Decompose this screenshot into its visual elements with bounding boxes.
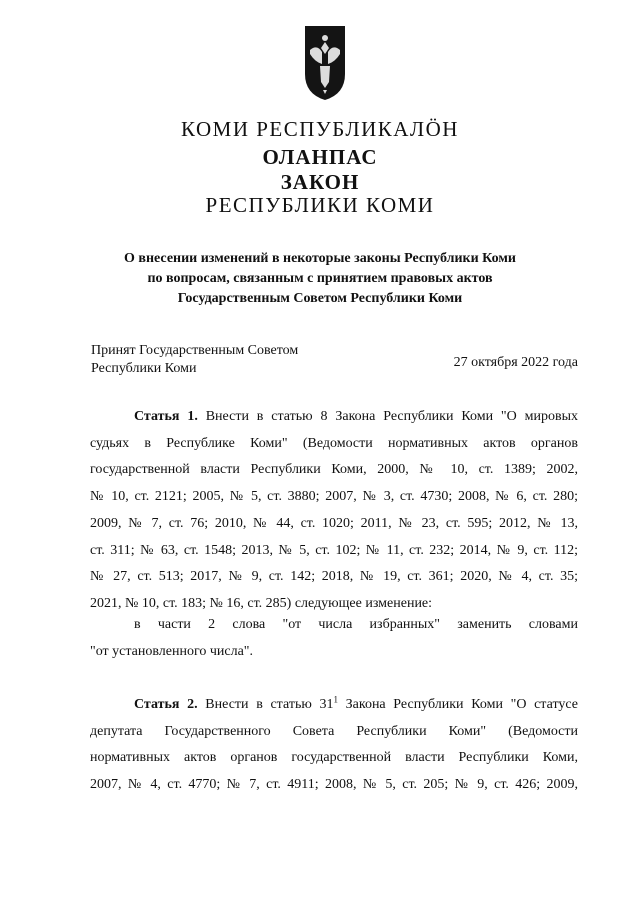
article-1-label: Статья 1. (134, 409, 198, 424)
header-komi-title: КОМИ РЕСПУБЛИКАЛӦН (181, 117, 459, 141)
article-number-superscript: 1 (333, 694, 338, 705)
article-1-line: ст. 311; № 63, ст. 1548; 2013, № 5, ст. 102; № 11, ст. 232; 2014, № 9, ст. 112; (90, 542, 578, 558)
article-1-line: 2009, № 7, ст. 76; 2010, № 44, ст. 1020; 2011, № 23, ст. 595; 2012, № 13, (90, 515, 578, 531)
header-olanpas: ОЛАНПАС (262, 145, 378, 169)
article-2 (90, 692, 578, 799)
adoption-date: 27 октября 2022 года (453, 355, 578, 370)
header-zakon: ЗАКОН (280, 170, 360, 194)
article-2-first-line: Статья 2. Внести в статью $31^1$ Закона Республики Коми "О статусе (134, 694, 578, 712)
article-2-label: Статья 2. (134, 697, 198, 712)
subject-line: Государственным Советом Республики Коми (177, 291, 463, 306)
adopted-line: Принят Государственным Советом (91, 343, 299, 358)
subject-line: О внесении изменений в некоторые законы Республики Коми (124, 251, 516, 266)
article-1-line: № 27, ст. 513; 2017, № 9, ст. 142; 2018, № 19, ст. 361; 2020, № 4, ст. 35; (90, 569, 578, 585)
law-subject (0, 249, 640, 309)
adopted-by (91, 342, 298, 378)
amendment-text (90, 612, 578, 665)
article-1-line: 2021, № 10, ст. 183; № 16, ст. 285) следующее изменение: (90, 595, 433, 611)
article-2-line: нормативных актов органов государственной власти Республики Коми, (90, 750, 578, 766)
article-2-line: 2007, № 4, ст. 4770; № 7, ст. 4911; 2008, № 5, ст. 205; № 9, ст. 426; 2009, (90, 777, 578, 793)
adopted-line: Республики Коми (91, 361, 197, 376)
article-1 (90, 404, 578, 618)
article-1-line: № 10, ст. 2121; 2005, № 5, ст. 3880; 2007, № 3, ст. 4730; 2008, № 6, ст. 280; (90, 489, 578, 505)
article-1-line: судьях в Республике Коми" (Ведомости нормативных актов органов (90, 435, 578, 451)
amendment-line: "от установленного числа". (90, 643, 254, 659)
komi-coat-of-arms-icon (302, 24, 348, 102)
article-2-line: депутата Государственного Совета Республики Коми" (Ведомости (90, 723, 578, 739)
header-republic: РЕСПУБЛИКИ КОМИ (205, 193, 435, 217)
subject-line: по вопросам, связанным с принятием правовых актов (147, 271, 493, 286)
article-1-line: государственной власти Республики Коми, 2000, № 10, ст. 1389; 2002, (90, 462, 578, 478)
article-1-first-line: Статья 1. Внести в статью 8 Закона Республики Коми "О мировых (134, 409, 578, 424)
amendment-line: в части 2 слова "от числа избранных" заменить словами (134, 617, 578, 632)
